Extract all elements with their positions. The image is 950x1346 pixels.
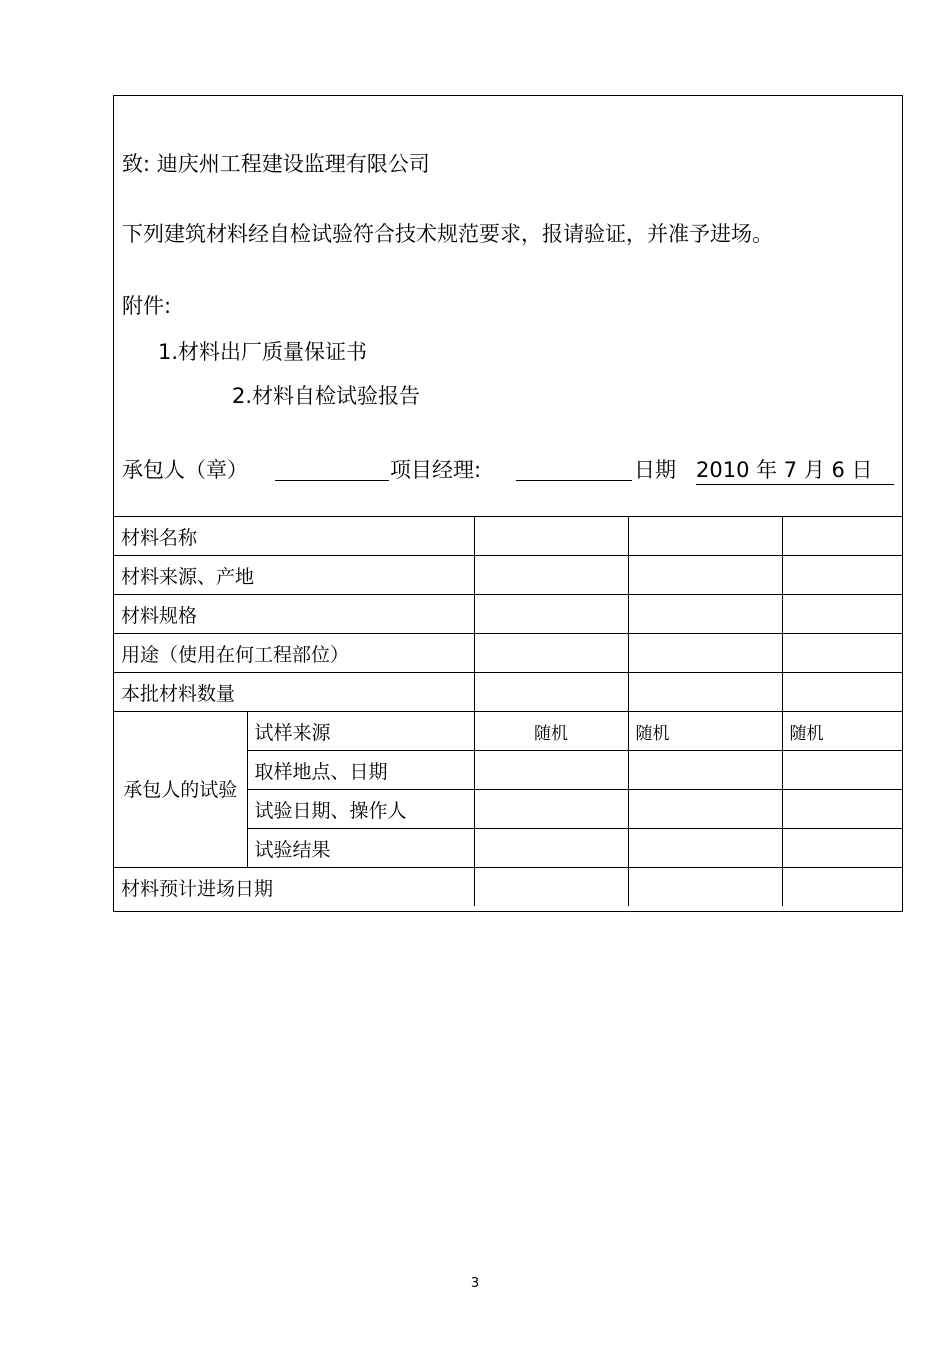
table-row [114,517,902,556]
table-row [114,712,902,751]
test-group-label: 承包人的试验 [114,712,247,868]
row-label: 试样来源 [247,712,474,751]
table-cell [782,790,902,829]
page-number: 3 [470,1276,480,1291]
table-cell [474,595,628,634]
row-label: 材料规格 [114,595,474,634]
project-manager-line [516,480,632,481]
table-cell [628,517,782,556]
table-cell [628,556,782,595]
table-cell [628,751,782,790]
letter-body: 下列建筑材料经自检试验符合技术规范要求，报请验证，并准予进场。 [122,222,773,246]
table-cell [628,595,782,634]
date-value: 2010 年 7 月 6 日 [696,454,894,485]
table-cell: 随机 [782,712,902,751]
contractor-seal-label: 承包人（章） [122,458,248,482]
row-label: 材料预计进场日期 [114,868,474,907]
contractor-seal-line [275,480,389,481]
table-cell [782,673,902,712]
table-row [114,634,902,673]
table-cell [628,829,782,868]
row-label: 材料来源、产地 [114,556,474,595]
row-label: 试验日期、操作人 [247,790,474,829]
table-cell [474,673,628,712]
table-cell [782,751,902,790]
table-row [114,673,902,712]
project-manager-label: 项目经理: [390,458,482,482]
table-cell [782,634,902,673]
table-cell [628,790,782,829]
table-cell [474,790,628,829]
row-label: 试验结果 [247,829,474,868]
table-cell [628,868,782,907]
table-cell [628,673,782,712]
row-label: 本批材料数量 [114,673,474,712]
table-cell [474,751,628,790]
table-cell [782,595,902,634]
row-label: 用途（使用在何工程部位） [114,634,474,673]
table-cell [474,556,628,595]
table-cell [782,829,902,868]
table-row [114,595,902,634]
table-row [114,868,902,907]
attachments-label: 附件: [122,294,172,318]
attachment-2: 2.材料自检试验报告 [232,384,421,408]
table-cell [782,517,902,556]
date-label: 日期 [634,458,676,482]
table-cell: 随机 [628,712,782,751]
material-entry-form [113,95,903,912]
table-cell [474,517,628,556]
table-cell [474,634,628,673]
table-cell [474,868,628,907]
material-table [114,516,902,906]
table-cell: 随机 [474,712,628,751]
table-row [114,556,902,595]
table-cell [474,829,628,868]
attachment-1: 1.材料出厂质量保证书 [158,340,368,364]
letter-section [114,96,902,516]
row-label: 材料名称 [114,517,474,556]
table-cell [782,556,902,595]
table-cell [782,868,902,907]
table-cell [628,634,782,673]
row-label: 取样地点、日期 [247,751,474,790]
addressee: 致: 迪庆州工程建设监理有限公司 [122,152,430,176]
